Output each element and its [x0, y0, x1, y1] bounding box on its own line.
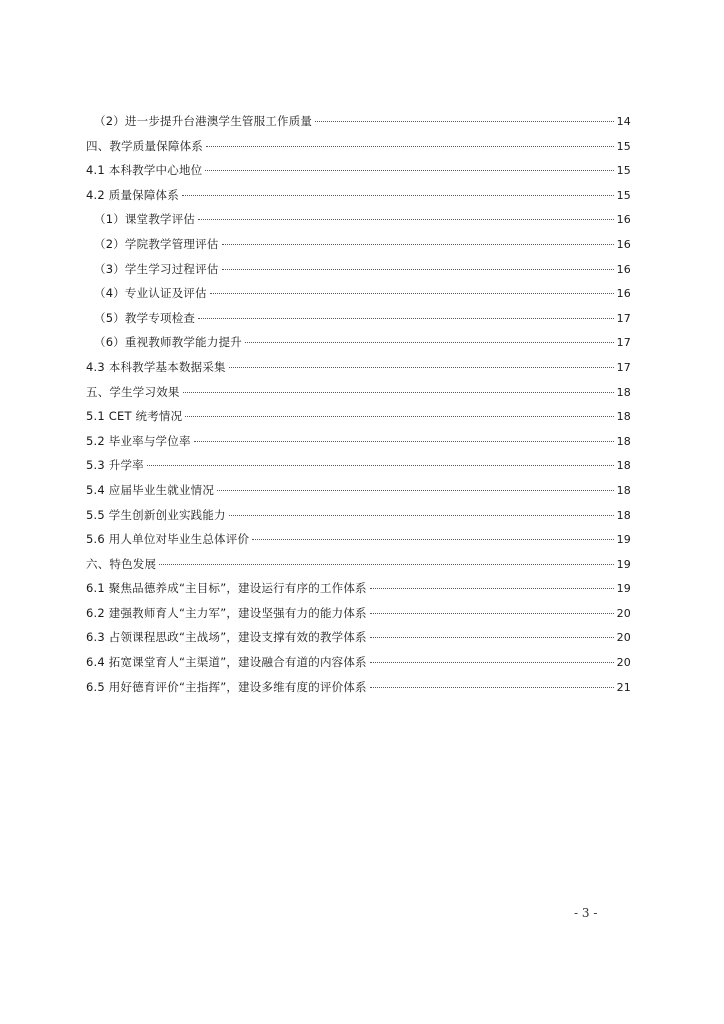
toc-entry-title: 6.1 聚焦品德养成“主目标”，建设运行有序的工作体系 [86, 581, 367, 596]
toc-entry-title: 5.2 毕业率与学位率 [86, 433, 191, 448]
toc-leader-dots [370, 613, 614, 614]
toc-entry[interactable] [86, 187, 631, 212]
toc-entry[interactable] [86, 138, 631, 163]
toc-entry[interactable] [86, 236, 631, 261]
toc-entry-page-number: 18 [616, 410, 631, 424]
toc-entry-page-number: 16 [616, 287, 631, 301]
toc-entry[interactable] [86, 507, 631, 532]
toc-entry[interactable] [86, 285, 631, 310]
toc-entry-page-number: 20 [616, 656, 631, 670]
toc-leader-dots [370, 662, 614, 663]
toc-leader-dots [315, 121, 613, 122]
toc-leader-dots [222, 269, 614, 270]
toc-entry[interactable] [86, 679, 631, 704]
toc-entry-title: 4.1 本科教学中心地位 [86, 163, 203, 178]
toc-entry-title: 5.4 应届毕业生就业情况 [86, 482, 215, 497]
toc-entry-title: 六、特色发展 [86, 556, 157, 571]
toc-entry-title: （2）进一步提升台港澳学生管服工作质量 [94, 114, 313, 128]
toc-entry-title: 五、学生学习效果 [86, 384, 180, 399]
toc-leader-dots [185, 416, 613, 417]
toc-entry-page-number: 17 [616, 336, 631, 350]
toc-leader-dots [182, 195, 614, 196]
toc-leader-dots [222, 244, 614, 245]
toc-leader-dots [159, 564, 613, 565]
toc-entry-title: （2）学院教学管理评估 [94, 236, 219, 251]
toc-entry-title: 4.3 本科教学基本数据采集 [86, 359, 226, 374]
toc-entry-title: （4）专业认证及评估 [94, 286, 207, 301]
toc-leader-dots [370, 637, 614, 638]
toc-entry-title: 四、教学质量保障体系 [86, 138, 203, 153]
toc-entry[interactable] [86, 531, 631, 556]
toc-entry[interactable] [86, 211, 631, 236]
toc-entry-page-number: 18 [616, 483, 631, 497]
toc-entry-page-number: 17 [616, 311, 631, 325]
toc-entry[interactable] [86, 580, 631, 605]
toc-entry[interactable] [86, 162, 631, 187]
toc-entry-title: 5.6 用人单位对毕业生总体评价 [86, 532, 250, 547]
toc-leader-dots [217, 490, 614, 491]
toc-entry-page-number: 16 [616, 213, 631, 227]
toc-entry-title: 6.3 占领课程思政“主战场”，建设支撑有效的教学体系 [86, 630, 367, 645]
toc-entry-page-number: 18 [616, 508, 631, 522]
toc-leader-dots [229, 367, 614, 368]
toc-entry[interactable] [86, 457, 631, 482]
toc-entry-page-number: 18 [616, 459, 631, 473]
toc-leader-dots [210, 293, 614, 294]
table-of-contents [86, 113, 631, 703]
toc-entry-title: （6）重视教师教学能力提升 [94, 335, 242, 350]
toc-entry-page-number: 16 [616, 237, 631, 251]
toc-entry[interactable] [86, 310, 631, 335]
toc-leader-dots [370, 588, 614, 589]
toc-entry-title: 6.5 用好德育评价“主指挥”，建设多维有度的评价体系 [86, 679, 367, 694]
toc-entry[interactable] [86, 556, 631, 581]
toc-entry[interactable] [86, 334, 631, 359]
toc-entry[interactable] [86, 482, 631, 507]
toc-entry-page-number: 16 [616, 262, 631, 276]
toc-entry-title: 5.5 学生创新创业实践能力 [86, 507, 226, 522]
toc-leader-dots [194, 441, 614, 442]
toc-entry-page-number: 15 [616, 139, 631, 153]
toc-entry[interactable] [86, 261, 631, 286]
toc-entry-page-number: 20 [616, 606, 631, 620]
toc-entry-page-number: 21 [616, 680, 631, 694]
toc-leader-dots [205, 170, 613, 171]
toc-leader-dots [147, 465, 614, 466]
toc-leader-dots [198, 219, 613, 220]
toc-entry-title: 5.3 升学率 [86, 458, 144, 473]
toc-leader-dots [183, 392, 614, 393]
toc-entry[interactable] [86, 654, 631, 679]
toc-entry-page-number: 19 [616, 557, 631, 571]
toc-entry-title: 4.2 质量保障体系 [86, 187, 179, 202]
toc-entry-page-number: 18 [616, 434, 631, 448]
toc-entry-title: 5.1 CET 统考情况 [86, 409, 183, 424]
toc-entry[interactable] [86, 359, 631, 384]
toc-entry-page-number: 19 [616, 582, 631, 596]
toc-entry[interactable] [86, 433, 631, 458]
toc-entry-title: 6.4 拓宽课堂育人“主渠道”，建设融合有道的内容体系 [86, 655, 367, 670]
toc-leader-dots [229, 515, 614, 516]
toc-leader-dots [245, 342, 614, 343]
toc-leader-dots [198, 318, 613, 319]
toc-entry-title: （3）学生学习过程评估 [94, 261, 219, 276]
toc-entry-page-number: 14 [616, 115, 631, 128]
toc-entry[interactable] [86, 408, 631, 433]
toc-entry-title: （1）课堂教学评估 [94, 212, 196, 227]
toc-entry-page-number: 17 [616, 360, 631, 374]
toc-entry-page-number: 19 [616, 533, 631, 547]
toc-entry-page-number: 20 [616, 631, 631, 645]
toc-leader-dots [252, 539, 613, 540]
toc-entry[interactable] [86, 629, 631, 654]
toc-entry-page-number: 15 [616, 164, 631, 178]
toc-entry[interactable] [86, 605, 631, 630]
toc-entry-page-number: 18 [616, 385, 631, 399]
toc-entry[interactable] [86, 113, 631, 138]
page-number: - 3 - [574, 906, 598, 920]
toc-entry-title: 6.2 建强教师育人“主力军”，建设坚强有力的能力体系 [86, 605, 367, 620]
toc-entry[interactable] [86, 384, 631, 409]
toc-entry-page-number: 15 [616, 188, 631, 202]
toc-leader-dots [370, 687, 614, 688]
toc-entry-title: （5）教学专项检查 [94, 310, 196, 325]
toc-leader-dots [206, 146, 614, 147]
